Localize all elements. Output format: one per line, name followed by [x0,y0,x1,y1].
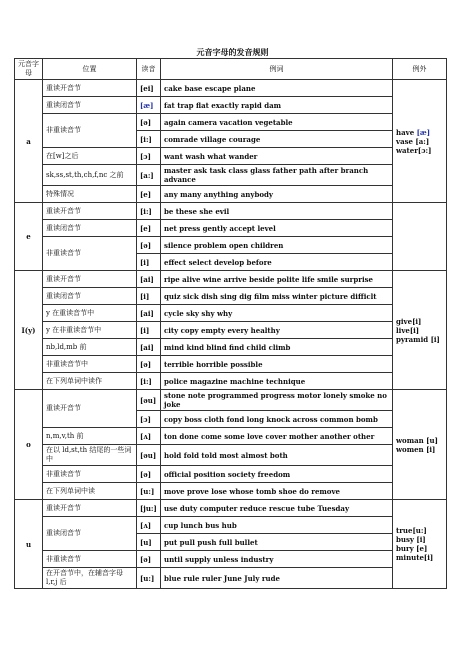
header-position: 位置 [43,59,137,80]
pronunciation-cell: [ai] [137,305,161,322]
position-cell: nb,ld,mb 前 [43,339,137,356]
header-exceptions: 例外 [393,59,447,80]
pronunciation-cell: [e] [137,220,161,237]
example-words-cell: cup lunch bus hub [161,517,393,534]
pronunciation-cell: [ei] [137,80,161,97]
example-words-cell: be these she evil [161,203,393,220]
example-words-cell: move prove lose whose tomb shoe do remove [161,483,393,500]
page-title: 元音字母的发音规则 [196,47,269,57]
pronunciation-cell: [i:] [137,373,161,390]
position-cell: 非重读音节 [43,551,137,568]
position-cell: 重读闭音节 [43,97,137,114]
position-cell: 重读开音节 [43,390,137,428]
pronunciation-cell: [ə] [137,466,161,483]
exception-item: woman [u] [396,435,438,445]
table-row [15,114,447,131]
pronunciation-cell: [ə] [137,114,161,131]
position-cell: 非重读音节 [43,237,137,271]
example-words-cell: any many anything anybody [161,186,393,203]
pronunciation-cell: [u:] [137,483,161,500]
header-example-words: 例词 [161,59,393,80]
vowel-cell-u: u [15,500,43,589]
pronunciation-cell: [a:] [137,165,161,186]
exceptions-cell-o [393,390,447,500]
table-row [15,305,447,322]
example-words-cell: hold fold told most almost both [161,445,393,466]
pronunciation-cell: [u] [137,534,161,551]
pronunciation-cell: [əu] [137,390,161,411]
exception-item: women [i] [396,444,436,454]
position-cell: 在[w]之后 [43,148,137,165]
table-row [15,373,447,390]
table-row [15,237,447,254]
vowel-cell-a: a [15,80,43,203]
exceptions-cell-a [393,80,447,203]
pronunciation-cell: [ju:] [137,500,161,517]
vowel-cell-e: e [15,203,43,271]
example-words-cell: ton done come some love cover mother another other [161,428,393,445]
example-words-cell: ripe alive wine arrive beside polite life smile surprise [161,271,393,288]
example-words-cell: blue rule ruler June July rude [161,568,393,589]
position-cell: sk,ss,st,th,ch,f,nc 之前 [43,165,137,186]
pronunciation-cell: [ɔ] [137,148,161,165]
pronunciation-cell: [u:] [137,568,161,589]
position-cell: y 在非重读音节中 [43,322,137,339]
table-row [15,80,447,97]
table-row [15,500,447,517]
pronunciation-cell: [əu] [137,445,161,466]
table-row [15,483,447,500]
exceptions-cell-i [393,271,447,390]
pronunciation-cell: [ʌ] [137,428,161,445]
pronunciation-cell: [e] [137,186,161,203]
pronunciation-cell: [i:] [137,203,161,220]
pronunciation-cell: [i:] [137,131,161,148]
pronunciation-cell: [ai] [137,339,161,356]
example-words-cell: city copy empty every healthy [161,322,393,339]
vowel-cell-o: o [15,390,43,500]
example-words-cell: quiz sick dish sing dig film miss winter picture difficlt [161,288,393,305]
table-row [15,551,447,568]
position-cell: 在下列单词中读 [43,483,137,500]
exception-item: vase [a:] [396,136,430,146]
exceptions-cell-u [393,500,447,589]
position-cell: 重读开音节 [43,271,137,288]
position-cell: 重读闭音节 [43,220,137,237]
position-cell: 在以 ld,st,th 结尾的一些词中 [43,445,137,466]
table-row [15,186,447,203]
header-pronunciation: 读音 [137,59,161,80]
pronunciation-cell: [ə] [137,237,161,254]
header-vowel: 元音字母 [15,59,43,80]
example-words-cell: terrible horrible possible [161,356,393,373]
exception-item: have [æ] [396,127,431,137]
pronunciation-cell: [ʌ] [137,517,161,534]
position-cell: 重读开音节 [43,80,137,97]
table-row [15,165,447,186]
table-row [15,220,447,237]
example-words-cell: police magazine machine technique [161,373,393,390]
example-words-cell: mind kind blind find child climb [161,339,393,356]
example-words-cell: until supply unless industry [161,551,393,568]
position-cell: 非重读音节中 [43,356,137,373]
exceptions-cell-e [393,203,447,271]
position-cell: 非重读音节 [43,466,137,483]
example-words-cell: use duty computer reduce rescue tube Tuesday [161,500,393,517]
table-row [15,390,447,411]
exception-item: pyramid [i] [396,334,440,344]
table-row [15,203,447,220]
example-words-cell: official position society freedom [161,466,393,483]
example-words-cell: comrade village courage [161,131,393,148]
table-row [15,148,447,165]
position-cell: 在开音节中，在辅音字母 l,r,j 后 [43,568,137,589]
position-cell: n,m,v,th 前 [43,428,137,445]
position-cell: 重读开音节 [43,203,137,220]
table-row [15,428,447,445]
table-row [15,288,447,305]
table-row [15,271,447,288]
table-row [15,568,447,589]
table-row [15,97,447,114]
table-row [15,322,447,339]
exception-item: live[i] [396,325,420,335]
example-words-cell: want wash what wander [161,148,393,165]
exception-item: minute[i] [396,553,434,562]
pronunciation-cell: [i] [137,254,161,271]
pronunciation-cell: [ai] [137,271,161,288]
header-row [15,59,447,80]
position-cell: 在下列单词中读作 [43,373,137,390]
pronunciation-cell: [ɔ] [137,411,161,428]
table-row [15,356,447,373]
table-row [15,445,447,466]
example-words-cell: stone note programmed progress motor lonely smoke no joke [161,390,393,411]
pronunciation-rules-table [14,58,447,589]
exception-item: bury [e] [396,544,428,553]
exception-item: give[i] [396,316,422,326]
example-words-cell: again camera vacation vegetable [161,114,393,131]
exception-item: water[ɔ:] [396,145,432,155]
exception-item: busy [i] [396,535,426,544]
example-words-cell: effect select develop before [161,254,393,271]
table-row [15,466,447,483]
position-cell: 重读开音节 [43,500,137,517]
position-cell: 非重读音节 [43,114,137,148]
example-words-cell: master ask task class glass father path after branch advance [161,165,393,186]
pronunciation-cell: [ə] [137,356,161,373]
example-words-cell: copy boss cloth fond long knock across common bomb [161,411,393,428]
example-words-cell: cycle sky shy why [161,305,393,322]
vowel-cell-i: I(y) [15,271,43,390]
example-words-cell: cake base escape plane [161,80,393,97]
table-row [15,339,447,356]
position-cell: 重读闭音节 [43,517,137,551]
table-row [15,517,447,534]
pronunciation-cell: [i] [137,288,161,305]
example-words-cell: silence problem open children [161,237,393,254]
position-cell: 重读闭音节 [43,288,137,305]
pronunciation-cell: [æ] [137,97,161,114]
pronunciation-cell: [ə] [137,551,161,568]
position-cell: y 在重读音节中 [43,305,137,322]
example-words-cell: net press gently accept level [161,220,393,237]
example-words-cell: put pull push full bullet [161,534,393,551]
position-cell: 特殊情况 [43,186,137,203]
example-words-cell: fat trap flat exactly rapid dam [161,97,393,114]
pronunciation-cell: [i] [137,322,161,339]
exception-item: true[u:] [396,526,427,535]
